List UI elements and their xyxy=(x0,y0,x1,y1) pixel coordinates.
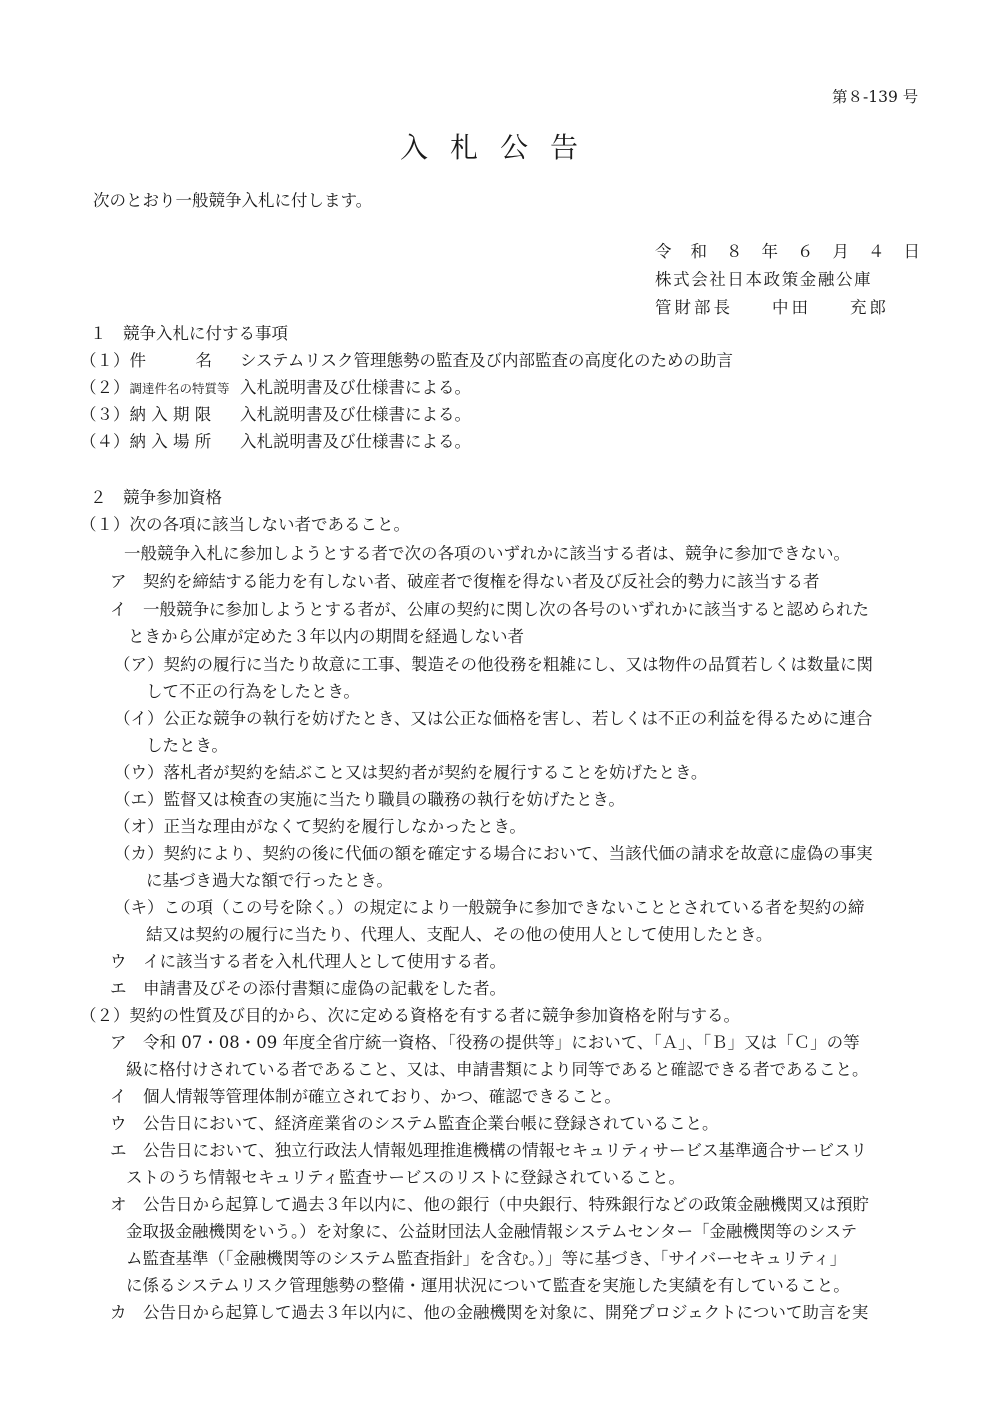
section2-line: 級に格付けされている者であること、又は、申請書類により同等であると確認できる者であること。 xyxy=(126,1060,869,1079)
section2-heading: ２ 競争参加資格 xyxy=(90,488,222,507)
item-label: （１）件 名 xyxy=(80,351,212,370)
section2-line: 結又は契約の履行に当たり、代理人、支配人、その他の使用人として使用したとき。 xyxy=(146,925,773,944)
section2-line: （オ）正当な理由がなくて契約を履行しなかったとき。 xyxy=(114,817,526,836)
signature-date: 令和８年６月４日 xyxy=(655,242,939,261)
section2-line: ア 契約を締結する能力を有しない者、破産者で復権を得ない者及び反社会的勢力に該当する者 xyxy=(110,572,820,591)
item-label: （３）納 入 期 限 xyxy=(80,405,212,424)
item-label-small: 調達件名の特質等 xyxy=(129,381,230,396)
section2-line: （ア）契約の履行に当たり故意に工事、製造その他役務を粗雑にし、又は物件の品質若しくは数量に関 xyxy=(114,655,873,674)
section2-line: （２）契約の性質及び目的から、次に定める資格を有する者に競争参加資格を附与する。 xyxy=(80,1006,740,1025)
section2-line: （カ）契約により、契約の後に代価の額を確定する場合において、当該代価の請求を故意に虚偽の事実 xyxy=(114,844,873,863)
section1-item-3 xyxy=(80,407,471,424)
item-text: 入札説明書及び仕様書による。 xyxy=(240,378,471,397)
section2-line: ストのうち情報セキュリティ監査サービスのリストに登録されていること。 xyxy=(126,1168,686,1187)
item-label: （４）納 入 場 所 xyxy=(80,432,212,451)
item-label-prefix: （２） xyxy=(80,378,130,397)
signature-official: 管財部長 中田 充郎 xyxy=(655,298,889,317)
item-text: 入札説明書及び仕様書による。 xyxy=(240,405,471,424)
section2-line: イ 個人情報等管理体制が確立されており、かつ、確認できること。 xyxy=(110,1087,621,1106)
section2-line: イ 一般競争に参加しようとする者が、公庫の契約に関し次の各号のいずれかに該当すると認められた xyxy=(110,600,869,619)
section2-line: ア 令和 07・08・09 年度全省庁統一資格、「役務の提供等」において、「Ａ」、「Ｂ」又は「Ｃ」の等 xyxy=(110,1033,860,1052)
section2-line: （キ）この項（この号を除く。）の規定により一般競争に参加できないこととされている者を契約の締 xyxy=(114,898,865,917)
section2-line: 金取扱金融機関をいう。）を対象に、公益財団法人金融情報システムセンター「金融機関等のシステ xyxy=(126,1222,858,1241)
section2-line: （イ）公正な競争の執行を妨げたとき、又は公正な価格を害し、若しくは不正の利益を得るために連合 xyxy=(114,709,873,728)
section2-line: （１）次の各項に該当しない者であること。 xyxy=(80,515,410,534)
section1-item-4 xyxy=(80,434,471,451)
section2-line: して不正の行為をしたとき。 xyxy=(146,682,360,701)
section2-line: したとき。 xyxy=(146,736,228,755)
section2-line: エ 申請書及びその添付書類に虚偽の記載をした者。 xyxy=(110,979,506,998)
section2-line: ウ イに該当する者を入札代理人として使用する者。 xyxy=(110,952,506,971)
section2-line: （エ）監督又は検査の実施に当たり職員の職務の執行を妨げたとき。 xyxy=(114,790,625,809)
section2-line: 一般競争入札に参加しようとする者で次の各項のいずれかに該当する者は、競争に参加できない。 xyxy=(124,544,850,563)
section1-heading: １ 競争入札に付する事項 xyxy=(90,324,288,343)
section2-line: に係るシステムリスク管理態勢の整備・運用状況について監査を実施した実績を有していること。 xyxy=(126,1276,850,1295)
section2-line: カ 公告日から起算して過去３年以内に、他の金融機関を対象に、開発プロジェクトについて助言を実 xyxy=(110,1303,869,1322)
item-text: システムリスク管理態勢の監査及び内部監査の高度化のための助言 xyxy=(240,351,734,370)
section2-line: ム監査基準（「金融機関等のシステム監査指針」を含む。）」等に基づき、「サイバーセキュリティ」 xyxy=(126,1249,847,1268)
section2-line: に基づき過大な額で行ったとき。 xyxy=(146,871,393,890)
notice-number: 第８-139 号 xyxy=(832,88,919,106)
section1-item-1 xyxy=(80,353,733,370)
section2-line: （ウ）落札者が契約を結ぶこと又は契約者が契約を履行することを妨げたとき。 xyxy=(114,763,708,782)
signature-org: 株式会社日本政策金融公庫 xyxy=(655,270,873,289)
section2-line: ウ 公告日において、経済産業省のシステム監査企業台帳に登録されていること。 xyxy=(110,1114,719,1133)
item-text: 入札説明書及び仕様書による。 xyxy=(240,432,471,451)
intro-text: 次のとおり一般競争入札に付します。 xyxy=(93,191,373,210)
section1-item-2 xyxy=(80,380,471,397)
section2-line: エ 公告日において、独立行政法人情報処理推進機構の情報セキュリティサービス基準適合サービスリ xyxy=(110,1141,868,1160)
section2-line: オ 公告日から起算して過去３年以内に、他の銀行（中央銀行、特殊銀行などの政策金融機関又は預貯 xyxy=(110,1195,869,1214)
section2-line: ときから公庫が定めた３年以内の期間を経過しない者 xyxy=(128,627,524,646)
page-title: 入札公告 xyxy=(400,131,601,164)
